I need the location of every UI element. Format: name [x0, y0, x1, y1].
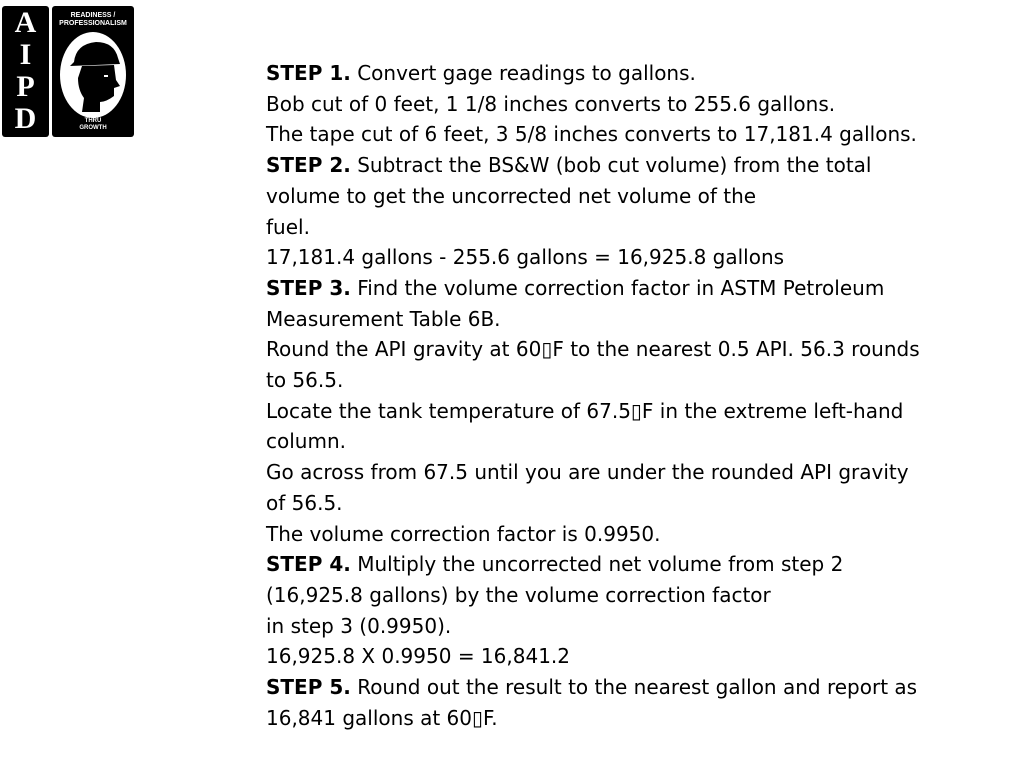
line-text: Convert gage readings to gallons. [350, 61, 696, 85]
text-line [266, 212, 956, 243]
logo-letter-block [2, 6, 49, 137]
step-label: STEP 5. [266, 675, 351, 700]
text-line [266, 242, 956, 273]
line-text: 16,925.8 X 0.9950 = 16,841.2 [266, 644, 570, 669]
text-line [266, 549, 956, 580]
line-text: Locate the tank temperature of 67.5▯F in the extreme left-hand [266, 398, 904, 423]
line-text: 16,841 gallons at 60▯F. [266, 705, 498, 730]
soldier-head-icon [60, 32, 126, 118]
line-text: Round out the result to the nearest gallon and report as [350, 675, 918, 700]
text-line [266, 181, 956, 212]
logo-letter: P [16, 70, 35, 103]
text-line [266, 611, 956, 642]
text-line [266, 119, 956, 150]
emblem-motto-bottom: THRU GROWTH [79, 118, 107, 131]
text-line [266, 273, 956, 304]
logo-letter: I [19, 38, 32, 71]
line-text: The volume correction factor is 0.9950. [266, 521, 661, 546]
text-line [266, 488, 956, 519]
text-line [266, 641, 956, 672]
line-text: Round the API gravity at 60▯F to the nearest 0.5 API. 56.3 rounds [266, 337, 920, 362]
line-text: Subtract the BS&W (bob cut volume) from the total [350, 153, 872, 178]
text-line [266, 89, 956, 120]
text-line [266, 580, 956, 611]
line-text: Measurement Table 6B. [266, 306, 501, 331]
line-text: Bob cut of 0 feet, 1 1/8 inches converts to 255.6 gallons. [266, 91, 836, 116]
line-text: (16,925.8 gallons) by the volume correction factor [266, 582, 771, 607]
text-line [266, 365, 956, 396]
step-label: STEP 3. [266, 275, 351, 300]
soldier-emblem [52, 6, 134, 137]
line-text: Go across from 67.5 until you are under the rounded API gravity [266, 460, 909, 485]
logo-letter: A [14, 6, 37, 39]
text-line [266, 519, 956, 550]
line-text: Multiply the uncorrected net volume from step 2 [350, 552, 844, 577]
text-line [266, 457, 956, 488]
text-line [266, 304, 956, 335]
document-body [266, 58, 956, 733]
line-text: column. [266, 429, 346, 454]
step-label: STEP 2. [266, 153, 351, 178]
line-text: 17,181.4 gallons - 255.6 gallons = 16,925.8 gallons [266, 245, 785, 270]
text-line [266, 672, 956, 703]
text-line [266, 334, 956, 365]
text-line [266, 396, 956, 427]
text-line [266, 703, 956, 734]
line-text: in step 3 (0.9950). [266, 613, 452, 638]
text-line [266, 58, 956, 89]
text-line [266, 426, 956, 457]
line-text: of 56.5. [266, 490, 343, 515]
line-text: to 56.5. [266, 368, 344, 393]
logo-letter: D [14, 102, 37, 135]
line-text: fuel. [266, 214, 310, 239]
line-text: Find the volume correction factor in ASTM Petroleum [350, 275, 885, 300]
line-text: The tape cut of 6 feet, 3 5/8 inches converts to 17,181.4 gallons. [266, 122, 917, 147]
emblem-motto-top: READINESS / PROFESSIONALISM [59, 12, 127, 27]
step-label: STEP 4. [266, 552, 351, 577]
step-label: STEP 1. [266, 61, 351, 85]
text-line [266, 150, 956, 181]
aipd-logo [2, 6, 134, 137]
line-text: volume to get the uncorrected net volume of the [266, 183, 757, 208]
